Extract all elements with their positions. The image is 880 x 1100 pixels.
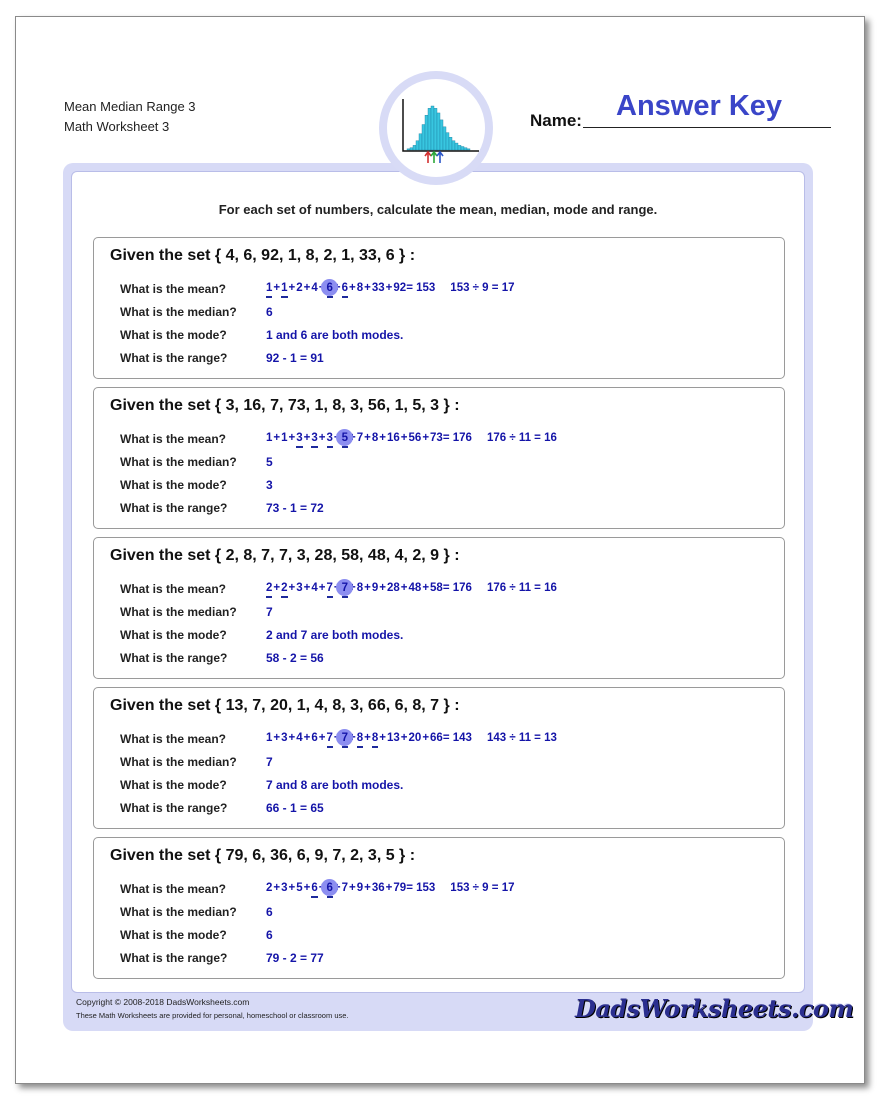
sum-term: 66: [430, 732, 443, 744]
statistic-arrow-icon: [425, 152, 431, 163]
plus-sign: +: [349, 882, 356, 894]
sum-term: 8: [356, 582, 364, 594]
sum-term: 4: [296, 732, 303, 744]
plus-sign: +: [379, 732, 386, 744]
question-label: What is the range?: [120, 501, 228, 515]
sum-term: 13: [387, 732, 400, 744]
plus-sign: +: [273, 582, 281, 594]
sum-term: 1: [266, 432, 273, 444]
question-label: What is the median?: [120, 455, 237, 469]
plus-sign: +: [303, 282, 311, 294]
plus-sign: +: [288, 282, 296, 294]
median-answer: 7: [266, 755, 273, 769]
problem-title: Given the set { 4, 6, 92, 1, 8, 2, 1, 33, 6 } :: [110, 247, 416, 264]
mode-term: 8: [356, 732, 364, 744]
question-label: What is the mean?: [120, 582, 227, 596]
plus-sign: +: [318, 432, 326, 444]
plus-sign: +: [303, 582, 311, 594]
sum-term: 58: [430, 582, 443, 594]
mode-answer: 3: [266, 478, 273, 492]
plus-sign: +: [385, 282, 393, 294]
plus-sign: +: [273, 882, 281, 894]
problem-title: Given the set { 79, 6, 36, 6, 9, 7, 2, 3, 5 } :: [110, 847, 416, 864]
mean-division: 153 ÷ 9 = 17: [450, 282, 515, 294]
plus-sign: +: [288, 582, 296, 594]
sum-term: 73: [430, 432, 443, 444]
usage-notice: These Math Worksheets are provided for personal, homeschool or classroom use.: [76, 1011, 349, 1020]
problem-title: Given the set { 2, 8, 7, 7, 3, 28, 58, 48, 4, 2, 9 } :: [110, 547, 460, 564]
plus-sign: +: [288, 882, 296, 894]
plus-sign: +: [400, 732, 408, 744]
plus-sign: +: [349, 732, 356, 744]
histogram-bar: [416, 141, 419, 150]
sum-term: 28: [387, 582, 400, 594]
worksheet-title: [64, 97, 196, 137]
problem-title: Given the set { 13, 7, 20, 1, 4, 8, 3, 66, 6, 8, 7 } :: [110, 697, 460, 714]
histogram-bar: [467, 149, 470, 150]
histogram-bar: [440, 120, 443, 150]
mean-division: 176 ÷ 11 = 16: [486, 432, 557, 444]
histogram-bar: [461, 147, 464, 150]
plus-sign: +: [422, 732, 430, 744]
plus-sign: +: [318, 582, 326, 594]
median-answer: 6: [266, 905, 273, 919]
sum-term: 9: [356, 882, 364, 894]
median-term: 6: [326, 882, 333, 894]
plus-sign: +: [379, 432, 386, 444]
plus-sign: +: [364, 432, 371, 444]
sum-term: 8: [356, 282, 364, 294]
median-term: 6: [326, 282, 333, 294]
mean-working: [266, 432, 557, 444]
plus-sign: +: [349, 432, 356, 444]
sum-term: 8: [371, 432, 379, 444]
mode-term: 3: [326, 432, 333, 444]
question-label: What is the median?: [120, 755, 237, 769]
plus-sign: +: [303, 732, 311, 744]
median-term: 7: [341, 732, 349, 744]
mode-term: 1: [281, 282, 288, 294]
mode-answer: 7 and 8 are both modes.: [266, 778, 404, 792]
mode-term: 7: [326, 582, 333, 594]
mean-division: 176 ÷ 11 = 16: [486, 582, 557, 594]
problem-card: [93, 687, 785, 829]
worksheet-title-line1: Mean Median Range 3: [64, 99, 196, 114]
question-label: What is the mean?: [120, 432, 227, 446]
sum-term: 5: [296, 882, 303, 894]
statistic-arrow-icon: [437, 152, 443, 163]
mode-term: 3: [311, 432, 318, 444]
question-label: What is the mode?: [120, 928, 227, 942]
range-answer: 73 - 1 = 72: [266, 501, 324, 515]
plus-sign: +: [364, 732, 371, 744]
range-answer: 58 - 2 = 56: [266, 651, 324, 665]
plus-sign: +: [400, 432, 408, 444]
sum-term: 3: [281, 732, 288, 744]
plus-sign: +: [379, 582, 386, 594]
histogram-bar: [458, 145, 461, 150]
mode-term: 3: [296, 432, 303, 444]
median-term: 5: [341, 432, 349, 444]
mean-working: [266, 732, 557, 744]
mode-term: 2: [266, 582, 273, 594]
sum-term: 3: [281, 882, 288, 894]
plus-sign: +: [333, 432, 341, 444]
sum-term: 56: [408, 432, 422, 444]
plus-sign: +: [385, 882, 393, 894]
question-label: What is the range?: [120, 651, 228, 665]
sum-term: 1: [281, 432, 288, 444]
sum-term: 2: [266, 882, 273, 894]
range-answer: 79 - 2 = 77: [266, 951, 324, 965]
worksheet-title-line2: Math Worksheet 3: [64, 119, 170, 134]
histogram-bar: [464, 148, 467, 150]
mean-working: [266, 282, 514, 294]
plus-sign: +: [303, 882, 311, 894]
question-label: What is the mean?: [120, 282, 227, 296]
sum-result: = 143: [442, 732, 472, 744]
plus-sign: +: [288, 732, 296, 744]
mode-term: 8: [371, 732, 379, 744]
plus-sign: +: [333, 282, 341, 294]
median-answer: 6: [266, 305, 273, 319]
mean-division: 143 ÷ 11 = 13: [486, 732, 557, 744]
question-label: What is the median?: [120, 905, 237, 919]
mode-term: 6: [311, 882, 318, 894]
sum-term: 33: [371, 282, 385, 294]
question-label: What is the range?: [120, 351, 228, 365]
sum-term: 6: [311, 732, 318, 744]
question-label: What is the range?: [120, 951, 228, 965]
question-label: What is the mode?: [120, 628, 227, 642]
sum-result: = 176: [442, 432, 472, 444]
mode-answer: 2 and 7 are both modes.: [266, 628, 404, 642]
footer: [63, 992, 854, 1031]
plus-sign: +: [364, 282, 371, 294]
question-label: What is the mode?: [120, 478, 227, 492]
histogram-bar: [437, 113, 440, 150]
sum-result: = 153: [406, 282, 436, 294]
name-underline: [583, 127, 831, 128]
histogram-bar: [431, 106, 434, 150]
histogram-bar: [410, 148, 413, 150]
mode-term: 2: [281, 582, 288, 594]
plus-sign: +: [422, 432, 430, 444]
plus-sign: +: [349, 282, 356, 294]
sum-result: = 153: [406, 882, 436, 894]
plus-sign: +: [273, 732, 281, 744]
sum-term: 36: [371, 882, 385, 894]
answer-key-label: Answer Key: [616, 90, 783, 122]
histogram-bar: [449, 137, 452, 150]
question-label: What is the median?: [120, 305, 237, 319]
question-label: What is the mode?: [120, 328, 227, 342]
plus-sign: +: [303, 432, 311, 444]
plus-sign: +: [318, 882, 326, 894]
histogram-bar: [419, 134, 422, 150]
problem-card: [93, 237, 785, 379]
plus-sign: +: [288, 432, 296, 444]
sum-term: 16: [387, 432, 400, 444]
mean-division: 153 ÷ 9 = 17: [450, 882, 515, 894]
plus-sign: +: [333, 732, 341, 744]
mode-term: 7: [326, 732, 333, 744]
plus-sign: +: [333, 882, 341, 894]
plus-sign: +: [422, 582, 430, 594]
plus-sign: +: [400, 582, 408, 594]
statistic-arrow-icon: [431, 152, 437, 163]
mode-answer: 1 and 6 are both modes.: [266, 328, 404, 342]
name-label: Name:: [530, 111, 582, 130]
histogram-bar: [434, 108, 437, 150]
question-label: What is the mode?: [120, 778, 227, 792]
plus-sign: +: [364, 582, 371, 594]
sum-term: 3: [296, 582, 303, 594]
question-label: What is the range?: [120, 801, 228, 815]
plus-sign: +: [349, 582, 356, 594]
instructions: For each set of numbers, calculate the mean, median, mode and range.: [218, 202, 658, 217]
copyright-text: Copyright © 2008-2018 DadsWorksheets.com: [76, 997, 250, 1007]
question-label: What is the mean?: [120, 882, 227, 896]
histogram-bar: [455, 143, 458, 150]
plus-sign: +: [273, 432, 281, 444]
mode-term: 1: [266, 282, 273, 294]
plus-sign: +: [333, 582, 341, 594]
histogram-bar: [443, 127, 446, 150]
histogram-bar: [446, 133, 449, 150]
plus-sign: +: [318, 732, 326, 744]
mean-working: [266, 582, 557, 594]
question-label: What is the mean?: [120, 732, 227, 746]
worksheet-frame: [63, 163, 854, 1031]
problem-card: [93, 387, 785, 529]
plus-sign: +: [318, 282, 326, 294]
histogram-bar: [413, 145, 416, 150]
sum-term: 2: [296, 282, 303, 294]
worksheet-body: [71, 171, 805, 993]
sum-term: 7: [341, 882, 349, 894]
sum-term: 4: [311, 582, 318, 594]
median-answer: 7: [266, 605, 273, 619]
logo-badge: [379, 71, 493, 185]
histogram-bar: [425, 115, 428, 150]
mode-term: 6: [341, 282, 349, 294]
sum-term: 79: [393, 882, 407, 894]
median-term: 7: [341, 582, 349, 594]
histogram-bar: [452, 141, 455, 150]
sum-term: 48: [408, 582, 422, 594]
mean-working: [266, 882, 514, 894]
sum-term: 9: [371, 582, 379, 594]
sum-term: 1: [266, 732, 273, 744]
problem-title: Given the set { 3, 16, 7, 73, 1, 8, 3, 56, 1, 5, 3 } :: [110, 397, 460, 414]
plus-sign: +: [273, 282, 281, 294]
histogram-bar: [422, 125, 425, 150]
question-label: What is the median?: [120, 605, 237, 619]
problem-card: [93, 837, 785, 979]
sum-term: 7: [356, 432, 364, 444]
problem-card: [93, 537, 785, 679]
sum-result: = 176: [442, 582, 472, 594]
range-answer: 66 - 1 = 65: [266, 801, 324, 815]
histogram-bar: [407, 149, 410, 150]
range-answer: 92 - 1 = 91: [266, 351, 324, 365]
mode-answer: 6: [266, 928, 273, 942]
sum-term: 92: [393, 282, 407, 294]
sum-term: 4: [311, 282, 318, 294]
histogram-bar: [428, 108, 431, 150]
sum-term: 20: [408, 732, 422, 744]
bell-curve-histogram-icon: [387, 79, 485, 177]
median-answer: 5: [266, 455, 273, 469]
plus-sign: +: [364, 882, 371, 894]
dadsworksheets-logo: DadsWorksheets.com: [575, 994, 854, 1023]
